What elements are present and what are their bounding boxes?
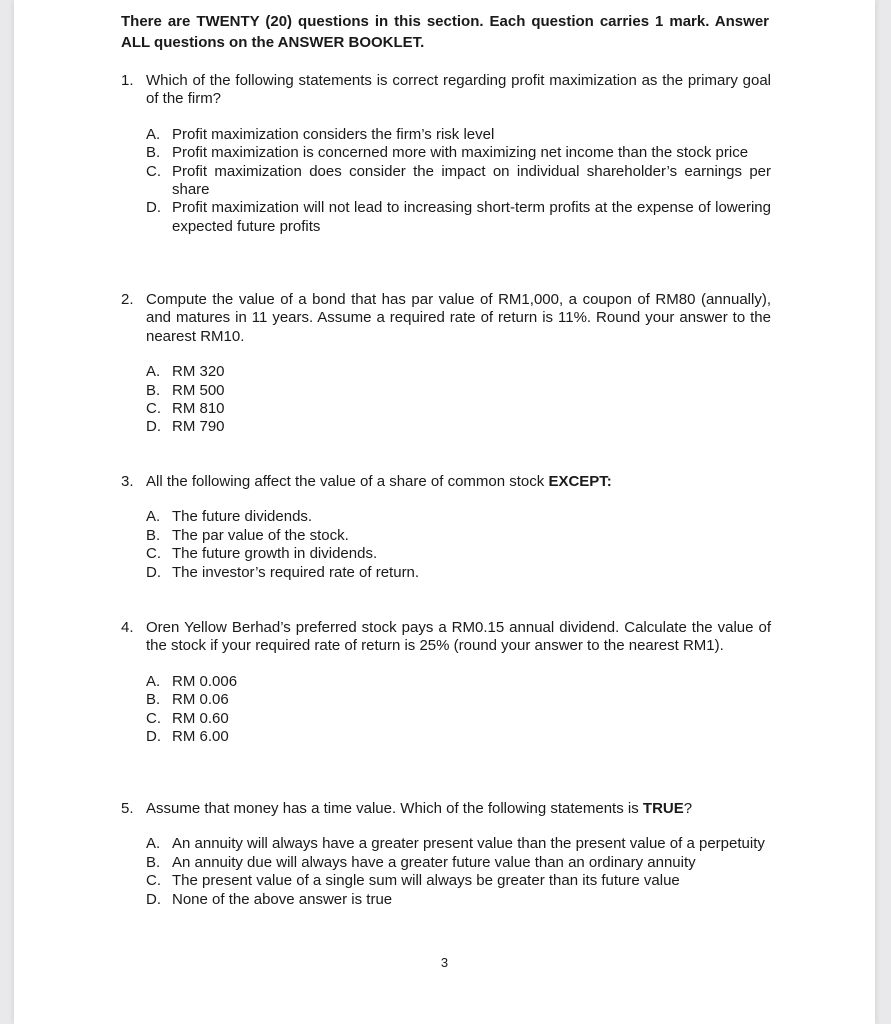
question-text: Oren Yellow Berhad’s preferred stock pays a RM0.15 annual dividend. Calculate the value of the stock if your required rate of return is 25% (round your answer to the nearest RM1). xyxy=(146,619,771,655)
option-label: C. xyxy=(146,545,161,563)
option-c xyxy=(146,872,771,890)
option-b xyxy=(146,527,771,545)
exam-page xyxy=(14,0,875,1024)
page-number: 3 xyxy=(440,955,449,970)
option-text: Profit maximization is concerned more with maximizing net income than the stock price xyxy=(172,144,749,162)
option-text: RM 0.006 xyxy=(172,672,238,690)
option-text: RM 320 xyxy=(172,363,225,381)
option-b xyxy=(146,382,771,400)
question-number: 5. xyxy=(121,800,134,817)
question-stem xyxy=(121,291,771,346)
option-list xyxy=(121,508,771,582)
option-label: C. xyxy=(146,709,161,727)
option-list xyxy=(121,363,771,437)
option-text: An annuity will always have a greater present value than the present value of a perpetuity xyxy=(172,835,765,853)
question-number: 4. xyxy=(121,619,134,636)
option-label: B. xyxy=(146,381,161,399)
question-text: Which of the following statements is correct regarding profit maximization as the primary goal of the firm? xyxy=(146,72,771,108)
option-label: D. xyxy=(146,728,161,746)
option-label: B. xyxy=(146,526,161,544)
option-label: D. xyxy=(146,890,161,908)
option-label: D. xyxy=(146,418,161,436)
option-b xyxy=(146,854,771,872)
option-label: A. xyxy=(146,835,161,853)
option-label: D. xyxy=(146,563,161,581)
option-list xyxy=(121,673,771,747)
section-instructions: There are TWENTY (20) questions in this section. Each question carries 1 mark. Answer ALL questions on the ANSWER BOOKLET. xyxy=(121,13,769,51)
question-emphasis: EXCEPT: xyxy=(548,473,612,490)
question-number: 1. xyxy=(121,72,134,89)
option-label: B. xyxy=(146,691,161,709)
option-text: RM 0.60 xyxy=(172,709,229,727)
option-label: D. xyxy=(146,199,161,217)
option-a xyxy=(146,363,771,381)
option-list xyxy=(121,126,771,236)
option-label: A. xyxy=(146,672,161,690)
question-stem xyxy=(121,473,771,491)
option-text: An annuity due will always have a greater future value than an ordinary annuity xyxy=(172,853,696,871)
option-text: The future growth in dividends. xyxy=(172,545,378,563)
option-text: None of the above answer is true xyxy=(172,890,393,908)
question-number: 3. xyxy=(121,473,134,490)
option-a xyxy=(146,508,771,526)
option-text: The investor’s required rate of return. xyxy=(172,563,420,581)
question-text: Compute the value of a bond that has par value of RM1,000, a coupon of RM80 (annually), and matures in 11 years. Assume a required rate of return is 11%. Round your answer to the nearest RM10. xyxy=(146,291,771,345)
question-3 xyxy=(121,473,771,582)
option-label: A. xyxy=(146,508,161,526)
option-text: The present value of a single sum will always be greater than its future value xyxy=(172,872,680,890)
option-label: C. xyxy=(146,400,161,418)
option-c xyxy=(146,710,771,728)
option-b xyxy=(146,691,771,709)
option-b xyxy=(146,144,771,162)
option-label: C. xyxy=(146,872,161,890)
option-a xyxy=(146,126,771,144)
option-text: RM 810 xyxy=(172,400,225,418)
question-stem xyxy=(121,800,771,818)
question-stem xyxy=(121,72,771,109)
question-1 xyxy=(121,72,771,236)
option-label: C. xyxy=(146,162,161,180)
question-2 xyxy=(121,291,771,437)
option-c xyxy=(146,400,771,418)
question-5 xyxy=(121,800,771,909)
option-label: A. xyxy=(146,125,161,143)
question-number: 2. xyxy=(121,291,134,308)
option-text: Profit maximization will not lead to increasing short-term profits at the expense of lowering expected future profits xyxy=(172,199,771,235)
option-label: A. xyxy=(146,363,161,381)
question-4 xyxy=(121,619,771,746)
option-list xyxy=(121,835,771,909)
option-text: Profit maximization does consider the impact on individual shareholder’s earnings per share xyxy=(172,162,771,199)
option-a xyxy=(146,673,771,691)
option-c xyxy=(146,163,771,200)
question-stem xyxy=(121,619,771,656)
option-text: RM 0.06 xyxy=(172,691,229,709)
question-emphasis: TRUE xyxy=(642,800,684,817)
option-text: RM 6.00 xyxy=(172,728,229,746)
option-text: Profit maximization considers the firm’s risk level xyxy=(172,125,495,143)
option-c xyxy=(146,545,771,563)
option-d xyxy=(146,199,771,236)
question-text: All the following affect the value of a share of common stock xyxy=(146,473,549,490)
option-text: RM 500 xyxy=(172,381,225,399)
option-d xyxy=(146,418,771,436)
option-label: B. xyxy=(146,144,161,162)
option-text: RM 790 xyxy=(172,418,225,436)
question-text-suffix: ? xyxy=(683,800,693,817)
option-d xyxy=(146,564,771,582)
option-label: B. xyxy=(146,853,161,871)
option-a xyxy=(146,835,771,853)
question-text: Assume that money has a time value. Which of the following statements is xyxy=(146,800,643,817)
option-text: The par value of the stock. xyxy=(172,526,349,544)
option-d xyxy=(146,891,771,909)
option-d xyxy=(146,728,771,746)
option-text: The future dividends. xyxy=(172,508,313,526)
